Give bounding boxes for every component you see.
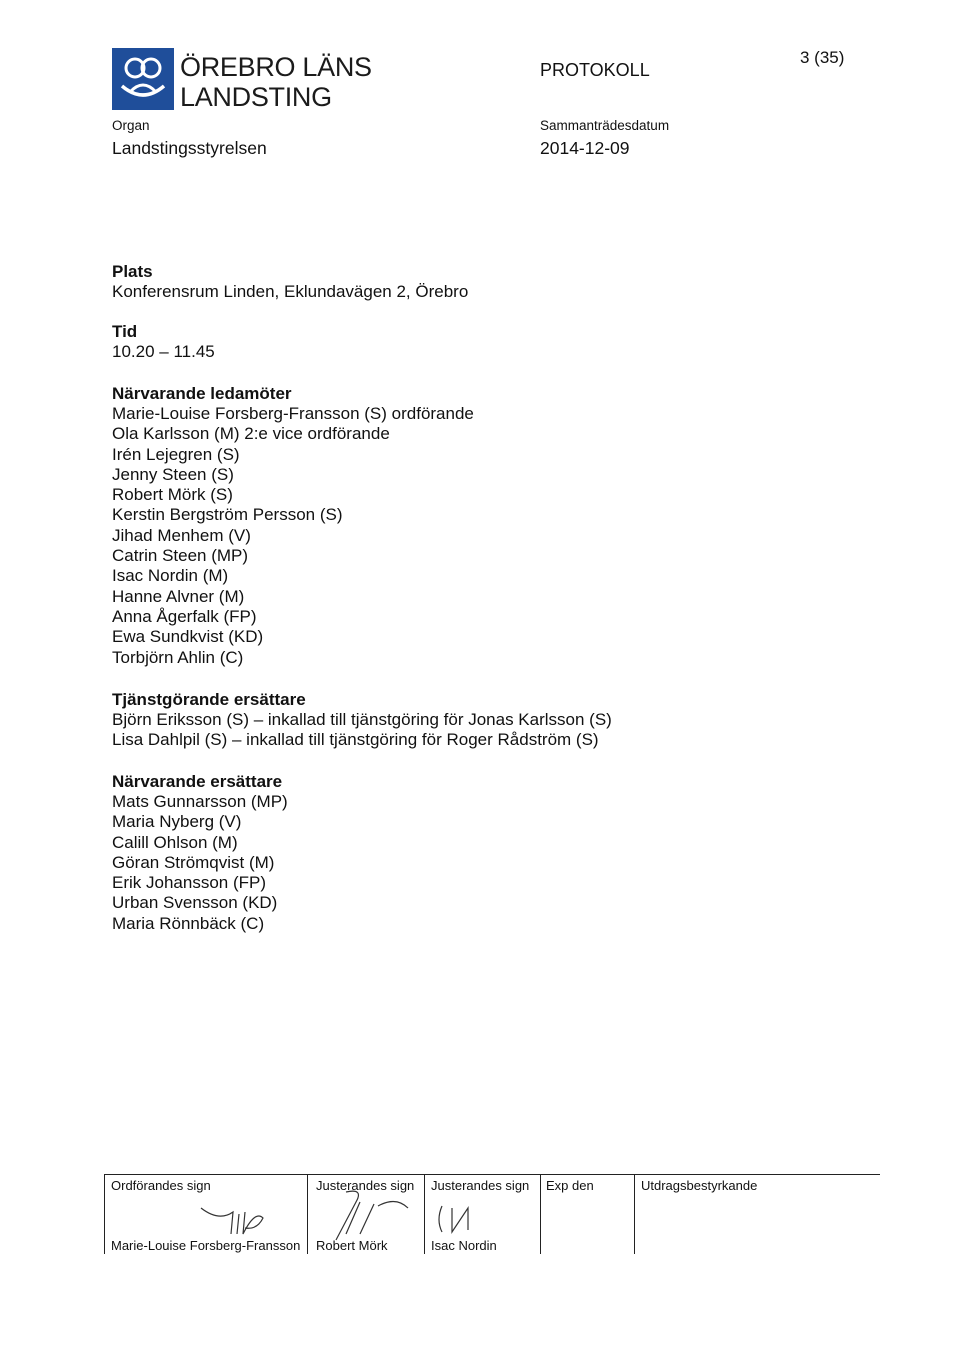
list-item: Göran Strömqvist (M) (112, 852, 275, 872)
tid-title: Tid (112, 322, 138, 341)
list-item: Marie-Louise Forsberg-Fransson (S) ordförande (112, 404, 474, 423)
list-item: Ola Karlsson (M) 2:e vice ordförande (112, 424, 390, 444)
list-item: Urban Svensson (KD) (112, 893, 278, 913)
list-item: Catrin Steen (MP) (112, 546, 249, 566)
chair-signature-scribble (199, 1200, 289, 1240)
chair-name: Marie-Louise Forsberg-Fransson (111, 1238, 301, 1253)
list-item: Irén Lejegren (S) (112, 444, 240, 464)
list-item: Erik Johansson (FP) (112, 873, 266, 893)
adjuster2-name: Isac Nordin (431, 1238, 497, 1253)
list-item: Ewa Sundkvist (KD) (112, 627, 264, 647)
substitutes-present-section (112, 772, 288, 934)
adjuster1-sign-label: Justerandes sign (316, 1178, 415, 1193)
tid-section (112, 322, 215, 362)
list-item: Mats Gunnarsson (MP) (112, 792, 288, 811)
list-item: Hanne Alvner (M) (112, 586, 245, 606)
signature-table (104, 1174, 880, 1254)
list-item: Maria Nyberg (V) (112, 812, 242, 832)
chair-sign-label: Ordförandes sign (111, 1178, 211, 1193)
list-item: Anna Ågerfalk (FP) (112, 606, 257, 626)
document-type: PROTOKOLL (540, 60, 650, 80)
organ-label: Organ (112, 118, 150, 133)
column-divider (307, 1174, 308, 1254)
list-item: Isac Nordin (M) (112, 566, 229, 586)
list-item: Lisa Dahlpil (S) – inkallad till tjänstgöring för Roger Rådström (S) (112, 730, 599, 750)
list-item: Torbjörn Ahlin (C) (112, 647, 244, 667)
page-number: 3 (35) (800, 48, 845, 67)
adjuster2-sign-label: Justerandes sign (431, 1178, 530, 1193)
substitutes-present-title: Närvarande ersättare (112, 772, 283, 791)
list-item: Jenny Steen (S) (112, 464, 234, 484)
region-logo-text (180, 52, 372, 112)
plats-title: Plats (112, 262, 153, 281)
adjuster2-signature-scribble (434, 1200, 494, 1236)
list-item: Kerstin Bergström Persson (S) (112, 505, 343, 525)
column-divider (424, 1174, 425, 1254)
serving-substitutes-section (112, 690, 612, 751)
logo-line-1: ÖREBRO LÄNS (180, 52, 372, 82)
list-item: Maria Rönnbäck (C) (112, 913, 265, 933)
column-divider (540, 1174, 541, 1254)
logo-line-2: LANDSTING (180, 82, 332, 112)
adjuster1-name: Robert Mörk (316, 1238, 388, 1253)
list-item: Björn Eriksson (S) – inkallad till tjänstgöring för Jonas Karlsson (S) (112, 710, 612, 729)
column-divider (104, 1174, 105, 1254)
list-item: Calill Ohlson (M) (112, 832, 238, 852)
expedition-date-label: Exp den (546, 1178, 594, 1193)
organ-value: Landstingsstyrelsen (112, 138, 267, 158)
plats-section (112, 262, 468, 302)
meeting-date-value: 2014-12-09 (540, 138, 630, 158)
column-divider (634, 1174, 635, 1254)
list-item: Robert Mörk (S) (112, 485, 233, 505)
signature-table-top-border (104, 1174, 880, 1175)
adjuster1-signature-scribble (316, 1188, 416, 1244)
serving-substitutes-title: Tjänstgörande ersättare (112, 690, 306, 709)
plats-value: Konferensrum Linden, Eklundavägen 2, Örebro (112, 282, 469, 301)
members-present-section (112, 384, 474, 668)
members-present-title: Närvarande ledamöter (112, 384, 292, 403)
tid-value: 10.20 – 11.45 (112, 342, 215, 361)
list-item: Jihad Menhem (V) (112, 525, 251, 545)
region-logo-icon (112, 48, 174, 110)
meeting-date-label: Sammanträdesdatum (540, 118, 670, 133)
extract-certification-label: Utdragsbestyrkande (641, 1178, 758, 1193)
